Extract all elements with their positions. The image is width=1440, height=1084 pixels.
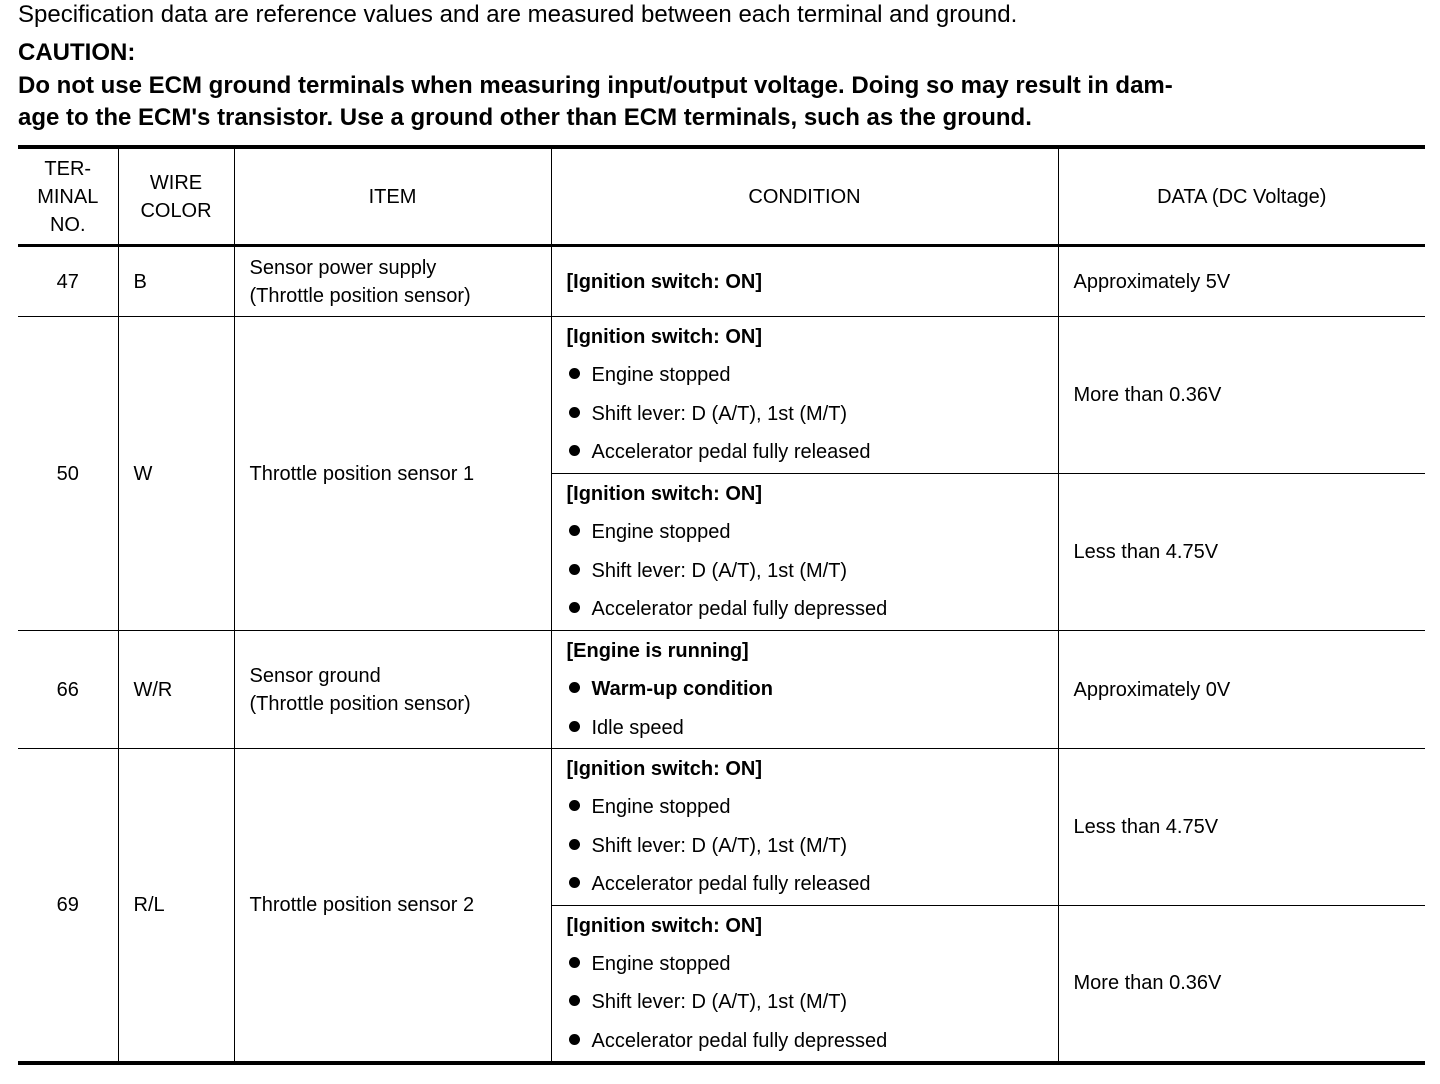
table-body (18, 246, 1425, 1063)
terminal-no-cell: 66 (18, 631, 118, 749)
terminal-no-cell: 47 (18, 246, 118, 317)
caution-heading: CAUTION: (18, 39, 136, 66)
header-terminal-no (18, 147, 118, 246)
condition-cell (551, 246, 1058, 317)
condition-heading: [Ignition switch: ON] (566, 758, 763, 781)
item-cell (234, 749, 551, 1063)
header-terminal-line: MINAL (37, 185, 99, 208)
data-voltage-cell: Approximately 5V (1058, 246, 1425, 317)
intro-text: Specification data are reference values and are measured between each terminal and ground. (18, 1, 1018, 28)
table-row (18, 246, 1425, 317)
condition-cell (551, 474, 1058, 631)
wire-color-cell: W (118, 317, 234, 631)
header-data: DATA (DC Voltage) (1058, 147, 1425, 246)
condition-cell (551, 631, 1058, 749)
item-cell (234, 631, 551, 749)
header-wire-color (118, 147, 234, 246)
condition-bullet: Idle speed (567, 709, 1058, 748)
wire-color-cell: W/R (118, 631, 234, 749)
item-line: (Throttle position sensor) (249, 692, 471, 715)
condition-bullet: Engine stopped (567, 945, 1058, 984)
condition-heading: [Ignition switch: ON] (566, 914, 763, 937)
item-line: Sensor ground (249, 664, 381, 687)
item-line: Throttle position sensor 2 (249, 893, 475, 916)
condition-bullet: Engine stopped (567, 788, 1058, 827)
caution-line-1: Do not use ECM ground terminals when measuring input/output voltage. Doing so may result in dam- (18, 72, 1173, 99)
condition-cell (551, 317, 1058, 474)
table-header-row (18, 147, 1425, 246)
data-voltage-cell: Approximately 0V (1058, 631, 1425, 749)
condition-bullet: Accelerator pedal fully released (567, 433, 1058, 472)
item-cell (234, 317, 551, 631)
condition-bullet: Engine stopped (567, 513, 1058, 552)
condition-bullet: Shift lever: D (A/T), 1st (M/T) (567, 827, 1058, 866)
condition-heading: [Ignition switch: ON] (566, 326, 763, 349)
condition-bullet: Shift lever: D (A/T), 1st (M/T) (567, 552, 1058, 591)
condition-bullet: Accelerator pedal fully released (567, 865, 1058, 904)
caution-line-2: age to the ECM's transistor. Use a ground other than ECM terminals, such as the ground. (18, 104, 1032, 131)
condition-heading: [Ignition switch: ON] (566, 270, 763, 293)
item-line: Sensor power supply (249, 256, 437, 279)
wire-color-cell: R/L (118, 749, 234, 1063)
data-voltage-cell: Less than 4.75V (1058, 474, 1425, 631)
data-voltage-cell: More than 0.36V (1058, 317, 1425, 474)
condition-bullet: Accelerator pedal fully depressed (567, 1022, 1058, 1061)
condition-bullet: Shift lever: D (A/T), 1st (M/T) (567, 983, 1058, 1022)
terminal-no-cell: 50 (18, 317, 118, 631)
table-row (18, 317, 1425, 474)
terminal-spec-table (18, 145, 1425, 1065)
header-wire-line: COLOR (140, 199, 212, 222)
table-row (18, 749, 1425, 906)
header-wire-line: WIRE (149, 171, 203, 194)
header-terminal-line: TER- (44, 157, 92, 180)
data-voltage-cell: Less than 4.75V (1058, 749, 1425, 906)
header-condition: CONDITION (551, 147, 1058, 246)
condition-cell (551, 906, 1058, 1063)
condition-bullet: Accelerator pedal fully depressed (567, 590, 1058, 629)
item-line: (Throttle position sensor) (249, 284, 471, 307)
condition-cell (551, 749, 1058, 906)
condition-heading: [Engine is running] (566, 640, 749, 662)
condition-bullet: Engine stopped (567, 356, 1058, 395)
caution-text (18, 70, 1428, 134)
condition-bullet: Shift lever: D (A/T), 1st (M/T) (567, 395, 1058, 434)
table-row (18, 631, 1425, 749)
item-cell (234, 246, 551, 317)
header-item: ITEM (234, 147, 551, 246)
condition-heading: [Ignition switch: ON] (566, 483, 763, 506)
data-voltage-cell: More than 0.36V (1058, 906, 1425, 1063)
header-terminal-line: NO. (49, 213, 86, 236)
condition-bullet: Warm-up condition (567, 670, 1058, 709)
terminal-no-cell: 69 (18, 749, 118, 1063)
item-line: Throttle position sensor 1 (249, 462, 475, 485)
wire-color-cell: B (118, 246, 234, 317)
